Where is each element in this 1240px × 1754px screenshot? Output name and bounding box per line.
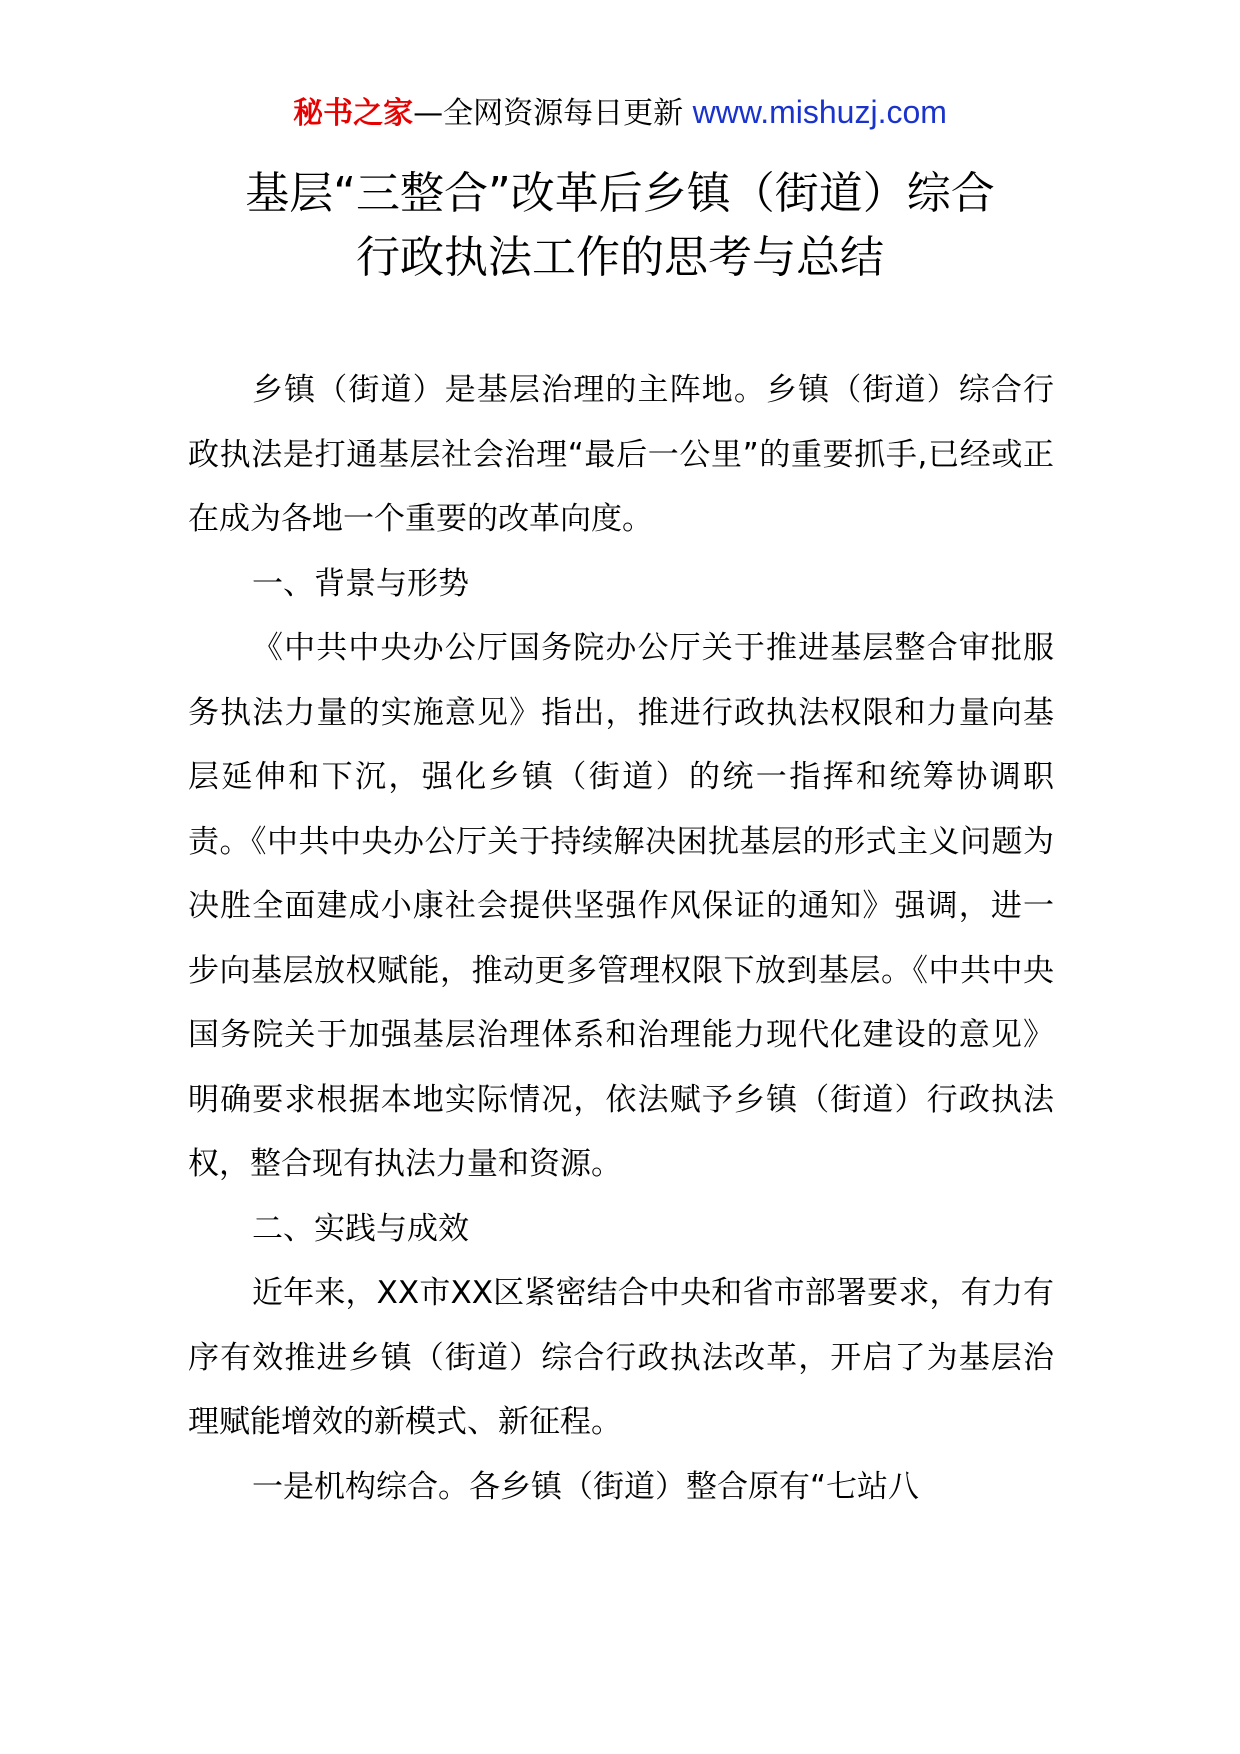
document-title xyxy=(0,162,1240,290)
site-tagline: —全网资源每日更新 xyxy=(413,96,693,131)
title-line-1: 基层“三整合”改革后乡镇（街道）综合 xyxy=(245,168,995,219)
brand-name: 秘书之家 xyxy=(293,96,414,131)
section-heading-background: 一、背景与形势 xyxy=(252,565,469,602)
section-heading-practice: 二、实践与成效 xyxy=(252,1210,469,1247)
title-line-2: 行政执法工作的思考与总结 xyxy=(356,232,884,283)
site-header xyxy=(0,92,1240,134)
practice-paragraph: 近年来，XX市XX区紧密结合中央和省市部署要求，有力有序有效推进乡镇（街道）综合行政执法改革，开启了为基层治理赋能增效的新模式、新征程。 xyxy=(188,1275,1054,1440)
point-one-paragraph: 一是机构综合。各乡镇（街道）整合原有“七站八 xyxy=(252,1468,920,1505)
document-body xyxy=(188,358,1054,1519)
site-url-link[interactable]: www.mishuzj.com xyxy=(692,94,947,130)
intro-paragraph: 乡镇（街道）是基层治理的主阵地。乡镇（街道）综合行政执法是打通基层社会治理“最后一公里”的重要抓手,已经或正在成为各地一个重要的改革向度。 xyxy=(188,372,1054,537)
background-paragraph: 《中共中央办公厅国务院办公厅关于推进基层整合审批服务执法力量的实施意见》指出，推进行政执法权限和力量向基层延伸和下沉，强化乡镇（街道）的统一指挥和统筹协调职责。《中共中央办公厅关于持续解决困扰基层的形式主义问题为决胜全面建成小康社会提供坚强作风保证的通知》强调，进一步向基层放权赋能，推动更多管理权限下放到基层。《中共中央国务院关于加强基层治理体系和治理能力现代化建设的意见》明确要求根据本地实际情况，依法赋予乡镇（街道）行政执法权，整合现有执法力量和资源。 xyxy=(188,630,1054,1182)
